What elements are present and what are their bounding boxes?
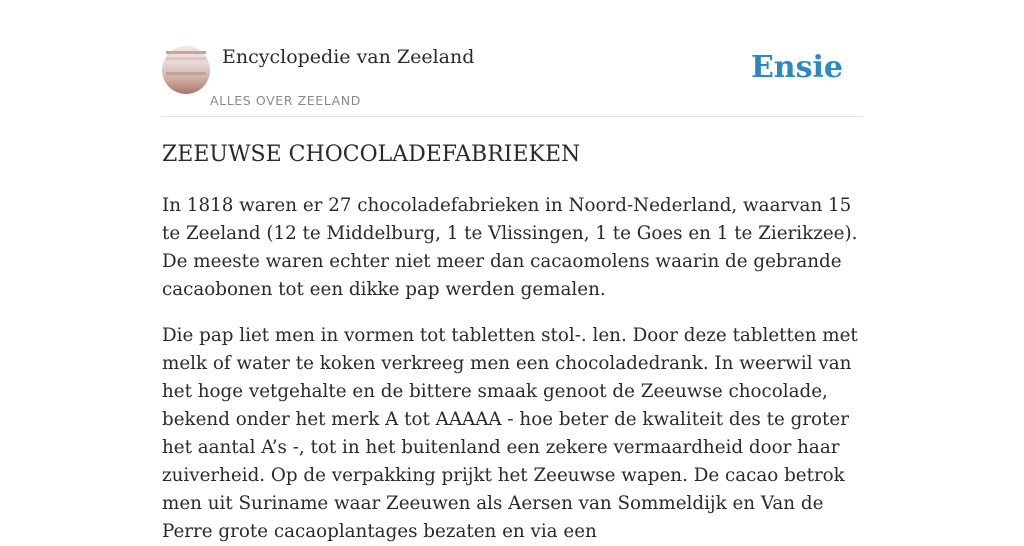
avatar-detail	[166, 51, 206, 54]
article-paragraph: Die pap liet men in vormen tot tabletten stol-. len. Door deze tabletten met melk of water te koken verkreeg men een chocoladedrank. In weerwil van het hoge vetgehalte en de bittere smaak genoot de Zeeuwse chocolade, bekend onder het merk A tot AAAAA - hoe beter de kwaliteit des te groter het aantal A’s -, tot in het buitenland een zekere vermaardheid door haar zuiverheid. Op de verpakking prijkt het Zeeuwse wapen. De cacao betrok men uit Suriname waar Zeeuwen als Aersen van Sommeldijk en Van de Perre grote cacaoplantages bezaten en via een	[162, 325, 858, 542]
site-avatar[interactable]	[162, 46, 210, 94]
avatar-detail	[166, 57, 206, 60]
site-subtitle: ALLES OVER ZEELAND	[210, 93, 361, 108]
site-header	[162, 40, 862, 117]
article-title: ZEEUWSE CHOCOLADEFABRIEKEN	[162, 142, 581, 167]
ensie-logo-link[interactable]: Ensie	[750, 50, 843, 85]
article	[162, 139, 862, 546]
site-title-link[interactable]: Encyclopedie van Zeeland	[222, 46, 475, 68]
article-paragraph: In 1818 waren er 27 chocoladefabrieken in Noord-Nederland, waarvan 15 te Zeeland (12 te Middelburg, 1 te Vlissingen, 1 te Goes en 1 te Zierikzee). De meeste waren echter niet meer dan cacaomolens waarin de gebrande cacaobonen tot een dikke pap werden gemalen.	[162, 195, 858, 300]
avatar-detail	[166, 72, 206, 75]
